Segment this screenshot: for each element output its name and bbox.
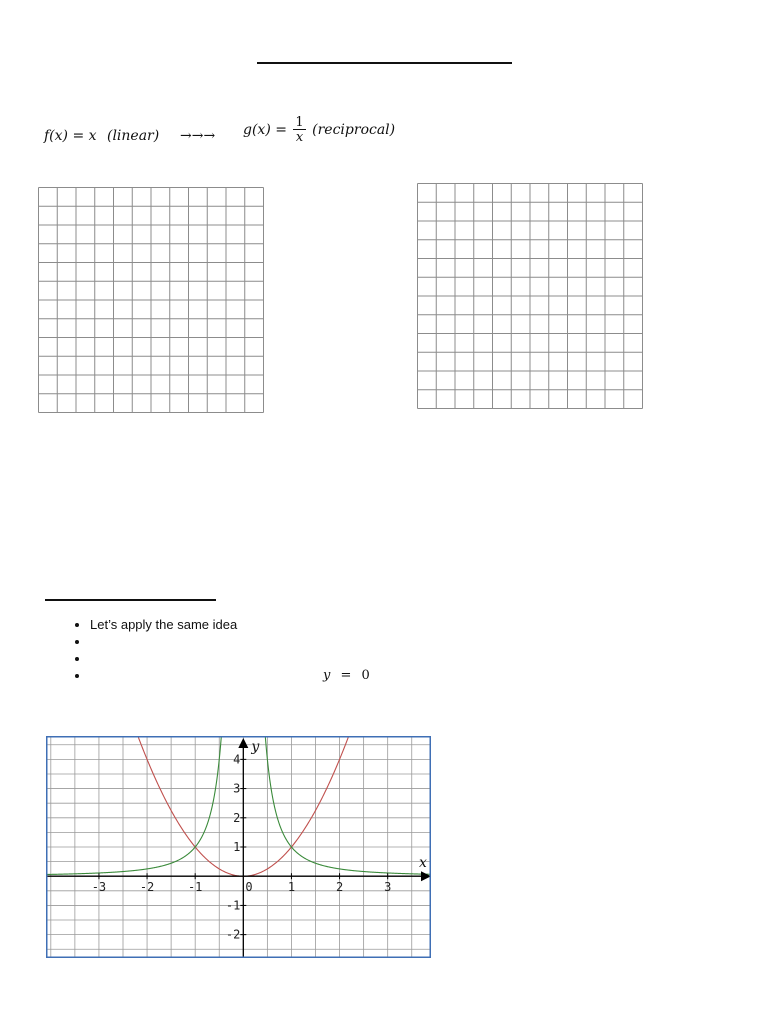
y-tick-label: -1 xyxy=(225,898,241,913)
x-tick-label: -1 xyxy=(187,880,203,895)
equation-variable: y xyxy=(323,668,331,683)
curve-reciprocal-squared-left xyxy=(46,736,222,874)
y-tick-label: 1 xyxy=(233,840,241,854)
function-graph xyxy=(46,736,431,958)
bullet-item xyxy=(90,650,490,667)
bullet-item: • Let’s apply the same idea xyxy=(90,616,490,633)
fraction-numerator: 1 xyxy=(295,115,304,130)
fraction-denominator: x xyxy=(293,129,305,144)
x-tick-label: 2 xyxy=(335,880,344,895)
asymptote-equation xyxy=(323,668,370,683)
bullet-item xyxy=(90,633,490,650)
x-axis-label: x xyxy=(419,855,427,872)
title-underline xyxy=(257,62,512,64)
curve-reciprocal-squared-right xyxy=(264,736,431,874)
formula-g-note: (reciprocal) xyxy=(312,122,396,138)
reciprocal-fraction xyxy=(293,116,305,144)
formula-f xyxy=(44,128,159,144)
formula-g-lhs: g(x) = xyxy=(243,122,287,138)
formula-g xyxy=(243,116,395,144)
y-tick-label: -2 xyxy=(225,927,241,942)
x-tick-label: 1 xyxy=(287,880,296,895)
y-tick-label: 3 xyxy=(233,781,241,796)
x-tick-label: 0 xyxy=(245,880,253,895)
y-axis-label: y xyxy=(251,739,260,755)
equation-equals: = xyxy=(340,668,352,683)
x-tick-label: 3 xyxy=(384,880,392,895)
equation-value: 0 xyxy=(361,668,370,683)
y-tick-label: 2 xyxy=(233,810,241,825)
blank-grid-left xyxy=(38,187,266,413)
formula-f-note: (linear) xyxy=(106,128,160,144)
x-tick-label: -3 xyxy=(91,880,107,895)
bullet-list xyxy=(70,616,490,684)
function-chart xyxy=(46,736,431,958)
section-underline xyxy=(45,599,216,601)
blank-grid-right xyxy=(417,183,645,409)
x-tick-label: -2 xyxy=(139,880,155,895)
formula-arrows xyxy=(180,128,215,144)
formula-f-lhs: f(x) = x xyxy=(44,128,97,144)
bullet-item xyxy=(90,667,490,684)
arrows-text: →→→ xyxy=(180,128,216,144)
y-tick-label: 4 xyxy=(233,752,241,767)
y-axis-arrow-icon xyxy=(238,738,248,748)
